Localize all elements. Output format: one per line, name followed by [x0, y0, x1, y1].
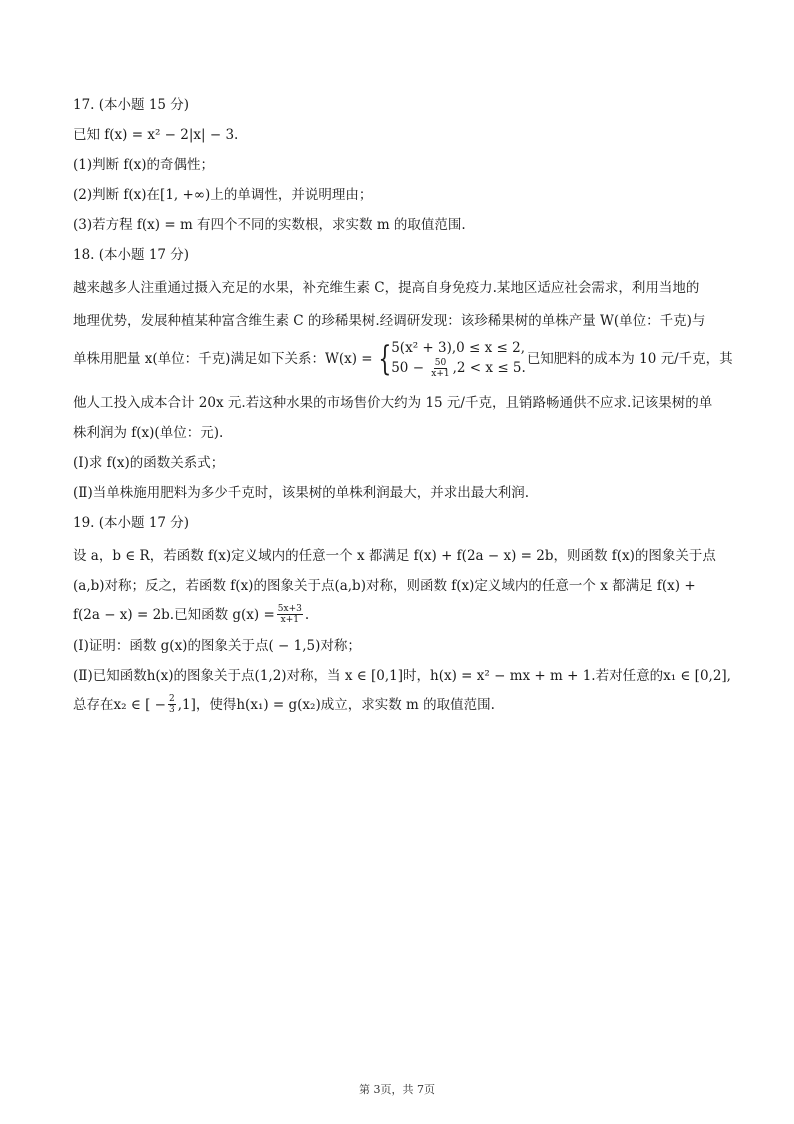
two-thirds-denominator: 3 — [168, 705, 175, 715]
case2-numerator: 50 — [434, 358, 447, 368]
piecewise-function — [374, 339, 526, 379]
case2-suffix: ,2 < x ≤ 5. — [452, 360, 526, 376]
two-thirds-numerator: 2 — [168, 694, 175, 704]
q19-text-line2: (a,b)对称；反之，若函数 f(x)的图象关于点(a,b)对称，则函数 f(x)定义域内的任意一个 x 都满足 f(x) + — [73, 578, 696, 594]
q17-part3: (3)若方程 f(x) = m 有四个不同的实数根，求实数 m 的取值范围. — [73, 217, 466, 233]
q18-line3-suffix: 已知肥料的成本为 10 元/千克，其 — [526, 351, 733, 367]
q18-text-line4: 他人工投入成本合计 20x 元.若这种水果的市场售价大约为 15 元/千克，且销路畅通供不应求.记该果树的单 — [73, 395, 713, 411]
piecewise-case1: 5(x² + 3),0 ≤ x ≤ 2, — [391, 340, 526, 356]
q19-text-line3 — [73, 604, 721, 625]
q18-heading: 18. (本小题 17 分) — [73, 247, 190, 263]
q17-part1: (1)判断 f(x)的奇偶性； — [73, 157, 215, 173]
q19-last-suffix: ,1]，使得h(x₁) = g(x₂)成立，求实数 m 的取值范围. — [177, 696, 495, 713]
case2-prefix: 50 − — [391, 360, 424, 376]
two-thirds-fraction — [168, 694, 176, 715]
q18-text-line3 — [73, 339, 733, 379]
g-numerator: 5x+3 — [277, 604, 302, 614]
q19-part2: (Ⅱ)已知函数h(x)的图象关于点(1,2)对称，当 x ∈ [0,1]时，h(x) = x² − mx + m + 1.若对任意的x₁ ∈ [0,2], — [73, 668, 731, 684]
q19-line3-suffix: . — [304, 606, 310, 623]
q19-last-line — [73, 694, 721, 715]
g-denominator: x+1 — [280, 615, 299, 625]
q17-part2: (2)判断 f(x)在[1, +∞)上的单调性，并说明理由； — [73, 187, 373, 203]
case2-denominator: x+1 — [431, 369, 450, 379]
q18-text-line1: 越来越多人注重通过摄入充足的水果，补充维生素 C，提高自身免疫力.某地区适应社会需求，利用当地的 — [73, 280, 700, 296]
q17-heading: 17. (本小题 15 分) — [73, 97, 190, 113]
page-footer: 第 3页，共 7页 — [359, 1083, 435, 1096]
q19-last-prefix: 总存在x₂ ∈ [ − — [73, 696, 166, 713]
q18-part1: (Ⅰ)求 f(x)的函数关系式； — [73, 455, 225, 471]
q17-given: 已知 f(x) = x² − 2|x| − 3. — [73, 127, 239, 143]
piecewise-case2 — [391, 358, 526, 379]
q18-part2: (Ⅱ)当单株施用肥料为多少千克时，该果树的单株利润最大，并求出最大利润. — [73, 485, 529, 501]
page-content — [73, 96, 733, 715]
g-fraction — [277, 604, 303, 625]
q19-text-line1: 设 a，b ∈ R，若函数 f(x)定义域内的任意一个 x 都满足 f(x) + f(2a − x) = 2b，则函数 f(x)的图象关于点 — [73, 548, 716, 564]
q18-line3-prefix: 单株用肥量 x(单位：千克)满足如下关系：W(x) = — [73, 351, 373, 367]
q19-part1: (Ⅰ)证明：函数 g(x)的图象关于点( − 1,5)对称； — [73, 638, 361, 654]
q18-text-line2: 地理优势，发展种植某种富含维生素 C 的珍稀果树.经调研发现：该珍稀果树的单株产量 W(单位：千克)与 — [73, 313, 706, 329]
q19-heading: 19. (本小题 17 分) — [73, 515, 190, 531]
q19-line3-prefix: f(2a − x) = 2b.已知函数 g(x) = — [73, 606, 275, 623]
q18-text-line5: 株利润为 f(x)(单位：元). — [73, 425, 224, 441]
case2-fraction — [430, 358, 450, 379]
left-brace: { — [377, 339, 391, 379]
